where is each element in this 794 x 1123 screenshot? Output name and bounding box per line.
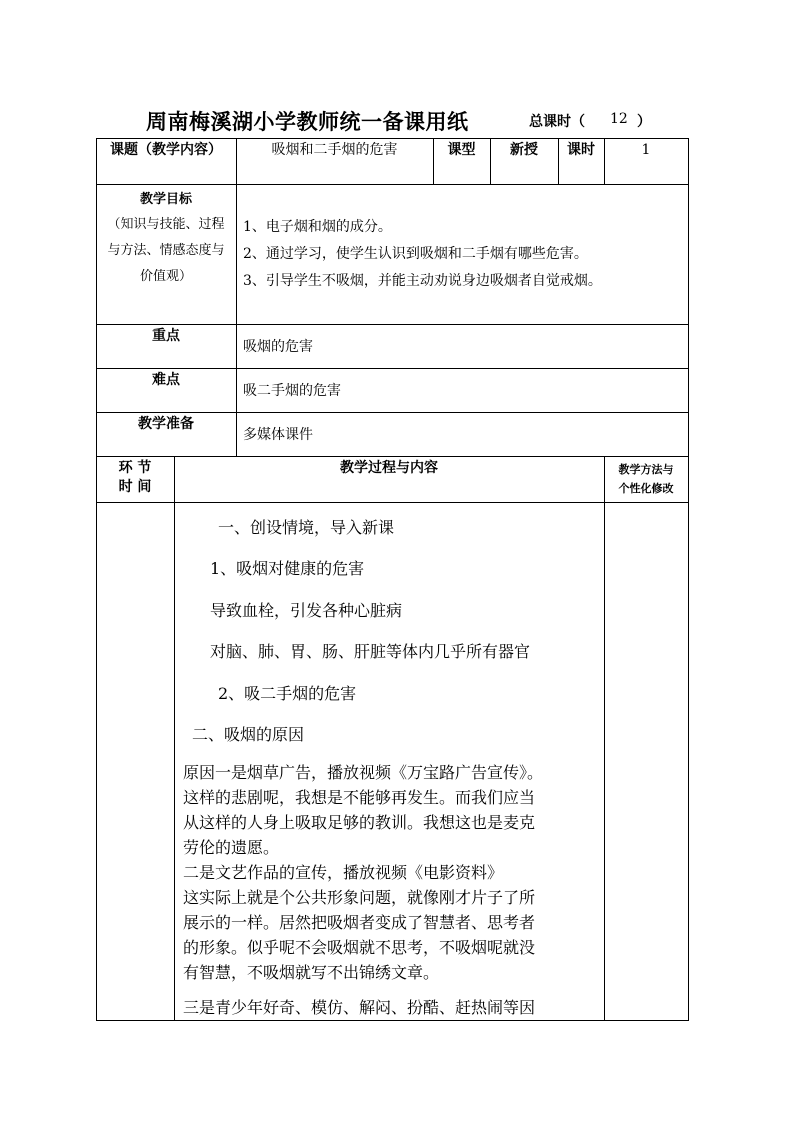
key-point-value: 吸烟的危害 (243, 339, 313, 355)
period-value: 1 (641, 142, 651, 158)
objectives-sublabel: 与方法、情感态度与 (107, 243, 225, 258)
key-point-label: 重点 (152, 328, 180, 344)
process-line: 1、吸烟对健康的危害 (210, 559, 365, 578)
table-border (96, 368, 689, 369)
process-paragraph-line: 三是青少年好奇、模仿、解闷、扮酷、赶热闹等因 (183, 998, 536, 1017)
table-border (96, 1020, 689, 1021)
table-border (96, 412, 689, 413)
process-line: 二、吸烟的原因 (192, 725, 305, 744)
total-periods-label: 总课时（ (529, 114, 585, 130)
process-line: 对脑、肺、胃、肠、肝脏等体内几乎所有器官 (210, 642, 531, 661)
objectives-list (243, 218, 683, 299)
objective-item: 3、引导学生不吸烟，并能主动劝说身边吸烟者自觉戒烟。 (243, 273, 602, 289)
difficulty-label: 难点 (152, 372, 180, 388)
method-header-line: 个性化修改 (618, 482, 674, 495)
process-paragraph-line: 这样的悲剧呢，我想是不能够再发生。而我们应当 (183, 788, 536, 807)
table-border (174, 456, 175, 1020)
process-paragraph-line: 有智慧，不吸烟就写不出锦绣文章。 (183, 963, 440, 982)
period-label: 课时 (567, 142, 595, 158)
process-line: 导致血栓，引发各种心脏病 (210, 601, 403, 620)
process-paragraph-line: 劳伦的遗愿。 (183, 838, 280, 857)
table-border (96, 184, 689, 185)
process-paragraph-line: 的形象。似乎呢不会吸烟就不思考，不吸烟呢就没 (183, 938, 536, 957)
total-periods-close: ） (637, 114, 651, 130)
stage-header-line: 时 间 (118, 479, 152, 495)
table-border (96, 324, 689, 325)
table-border (96, 502, 689, 503)
table-border (604, 456, 605, 1020)
method-header (604, 460, 688, 498)
process-paragraph-line: 原因一是烟草广告，播放视频《万宝路广告宣传》。 (183, 763, 544, 782)
table-border (96, 456, 689, 457)
lesson-type-value: 新授 (510, 142, 538, 158)
preparation-value: 多媒体课件 (243, 427, 313, 443)
objective-item: 2、通过学习，使学生认识到吸烟和二手烟有哪些危害。 (243, 246, 588, 262)
total-periods-value: 12 (610, 111, 628, 127)
table-border (236, 138, 237, 456)
process-paragraph-line: 从这样的人身上吸取足够的教训。我想这也是麦克 (183, 813, 536, 832)
process-line: 一、创设情境，导入新课 (218, 518, 395, 537)
process-paragraph-line: 展示的一样。居然把吸烟者变成了智慧者、思考者 (183, 913, 536, 932)
process-paragraph-line: 这实际上就是个公共形象问题，就像刚才片子了所 (183, 888, 536, 907)
process-content-header: 教学过程与内容 (340, 460, 438, 476)
page-header (0, 104, 794, 134)
objectives-sublabel: （知识与技能、过程 (107, 217, 225, 232)
objectives-sublabel: 价值观） (139, 269, 192, 284)
process-line: 2、吸二手烟的危害 (218, 684, 357, 703)
stage-header (96, 459, 174, 497)
page-title: 周南梅溪湖小学教师统一备课用纸 (146, 109, 469, 134)
objectives-label-block (96, 190, 236, 290)
difficulty-value: 吸二手烟的危害 (243, 383, 341, 399)
topic-label: 课题（教学内容） (110, 142, 222, 158)
table-border (688, 138, 689, 1021)
lesson-type-label: 课型 (447, 142, 476, 158)
objectives-label: 教学目标 (139, 192, 192, 207)
table-border (96, 138, 689, 139)
process-paragraph-line: 二是文艺作品的宣传，播放视频《电影资料》 (183, 863, 504, 882)
stage-header-line: 环 节 (118, 460, 152, 476)
objective-item: 1、电子烟和烟的成分。 (243, 219, 392, 235)
preparation-label: 教学准备 (138, 416, 194, 432)
topic-value: 吸烟和二手烟的危害 (271, 142, 398, 158)
method-header-line: 教学方法与 (618, 463, 674, 476)
